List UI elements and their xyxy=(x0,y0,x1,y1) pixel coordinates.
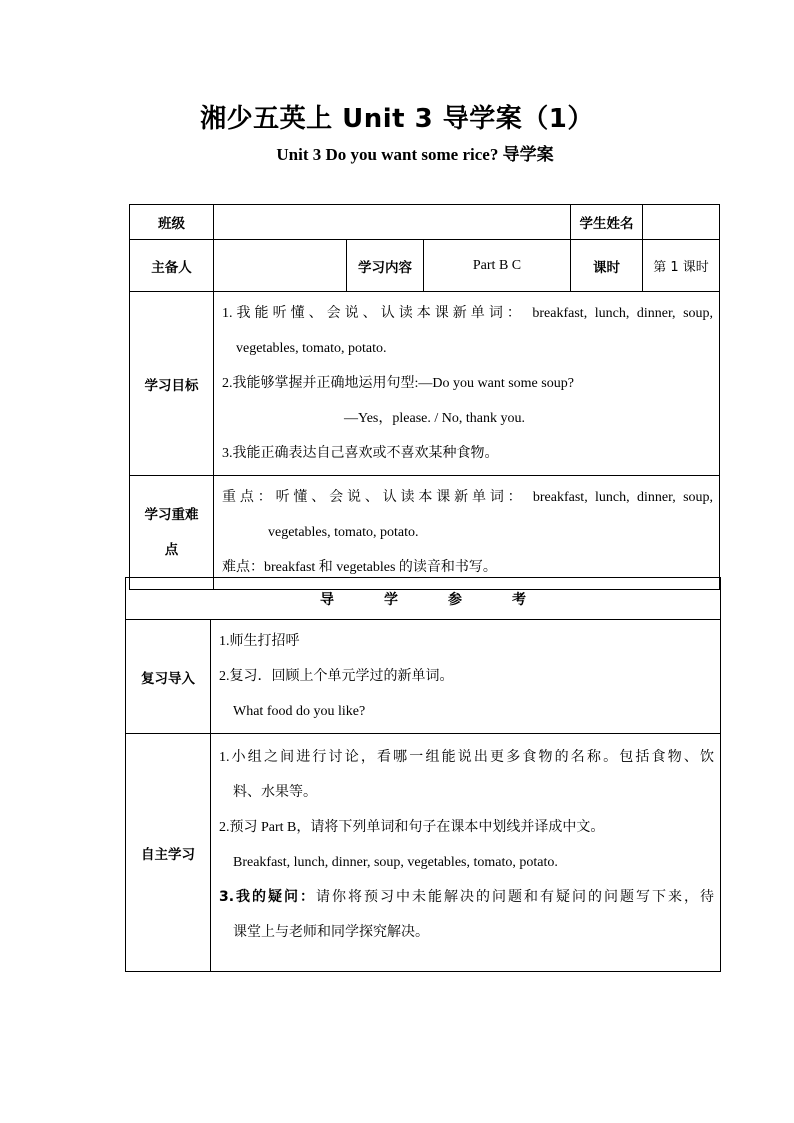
lesson-value: 第 1 课时 xyxy=(643,240,720,292)
objective-2-cont: —Yes，please. / No, thank you. xyxy=(344,411,525,426)
key-points-label: 学习重难 点 xyxy=(130,476,214,590)
review-line-1: 1.师生打招呼 xyxy=(219,634,300,649)
objective-1-cont: vegetables, tomato, potato. xyxy=(236,341,387,356)
self-study-line-2-cont: Breakfast, lunch, dinner, soup, vegetables, tomato, potato. xyxy=(233,855,558,870)
objective-2: 2.我能够掌握并正确地运用句型:—Do you want some soup? xyxy=(222,376,574,391)
info-table xyxy=(129,204,720,590)
review-label: 复习导入 xyxy=(126,620,211,734)
class-field[interactable] xyxy=(214,205,571,240)
student-name-field[interactable] xyxy=(643,205,720,240)
lesson-label: 课时 xyxy=(571,240,643,292)
self-study-line-2: 2.预习 Part B，请将下列单词和句子在课本中划线并译成中文。 xyxy=(219,820,605,835)
self-study-line-1: 1.小组之间进行讨论，看哪一组能说出更多食物的名称。包括食物、饮 xyxy=(219,750,714,765)
page-title: 湘少五英上 Unit 3 导学案（1） xyxy=(200,104,594,134)
class-label: 班级 xyxy=(130,205,214,240)
review-line-2: 2.复习．回顾上个单元学过的新单词。 xyxy=(219,669,454,684)
objectives-label: 学习目标 xyxy=(130,292,214,476)
objective-3: 3.我能正确表达自己喜欢或不喜欢某种食物。 xyxy=(222,446,499,461)
student-name-label: 学生姓名 xyxy=(571,205,643,240)
content-label: 学习内容 xyxy=(347,240,424,292)
key-points-content xyxy=(214,476,720,590)
preparer-field[interactable] xyxy=(214,240,347,292)
self-study-line-3: 3.我的疑问：请你将预习中未能解决的问题和有疑问的问题写下来，待 xyxy=(219,889,714,905)
self-study-line-3-cont: 课堂上与老师和同学探究解决。 xyxy=(233,925,429,940)
review-content xyxy=(211,620,721,734)
my-questions-label: 3.我的疑问： xyxy=(219,889,317,905)
self-study-label: 自主学习 xyxy=(126,734,211,972)
objectives-content xyxy=(214,292,720,476)
guide-table xyxy=(125,577,721,972)
content-value: Part B C xyxy=(424,240,571,292)
objective-1: 1.我能听懂、会说、认读本课新单词： breakfast, lunch, dinner, soup, xyxy=(222,306,714,321)
key-point-1: 重点：听懂、会说、认读本课新单词： breakfast, lunch, dinner, soup, xyxy=(222,490,714,505)
key-point-1-cont: vegetables, tomato, potato. xyxy=(268,525,419,540)
self-study-content xyxy=(211,734,721,972)
review-line-3: What food do you like? xyxy=(233,704,366,719)
guide-heading: 导学参考 xyxy=(126,578,721,620)
page-subtitle: Unit 3 Do you want some rice? 导学案 xyxy=(276,145,554,164)
preparer-label: 主备人 xyxy=(130,240,214,292)
key-point-2: 难点：breakfast 和 vegetables 的读音和书写。 xyxy=(222,560,497,575)
self-study-line-1-cont: 料、水果等。 xyxy=(233,785,317,800)
